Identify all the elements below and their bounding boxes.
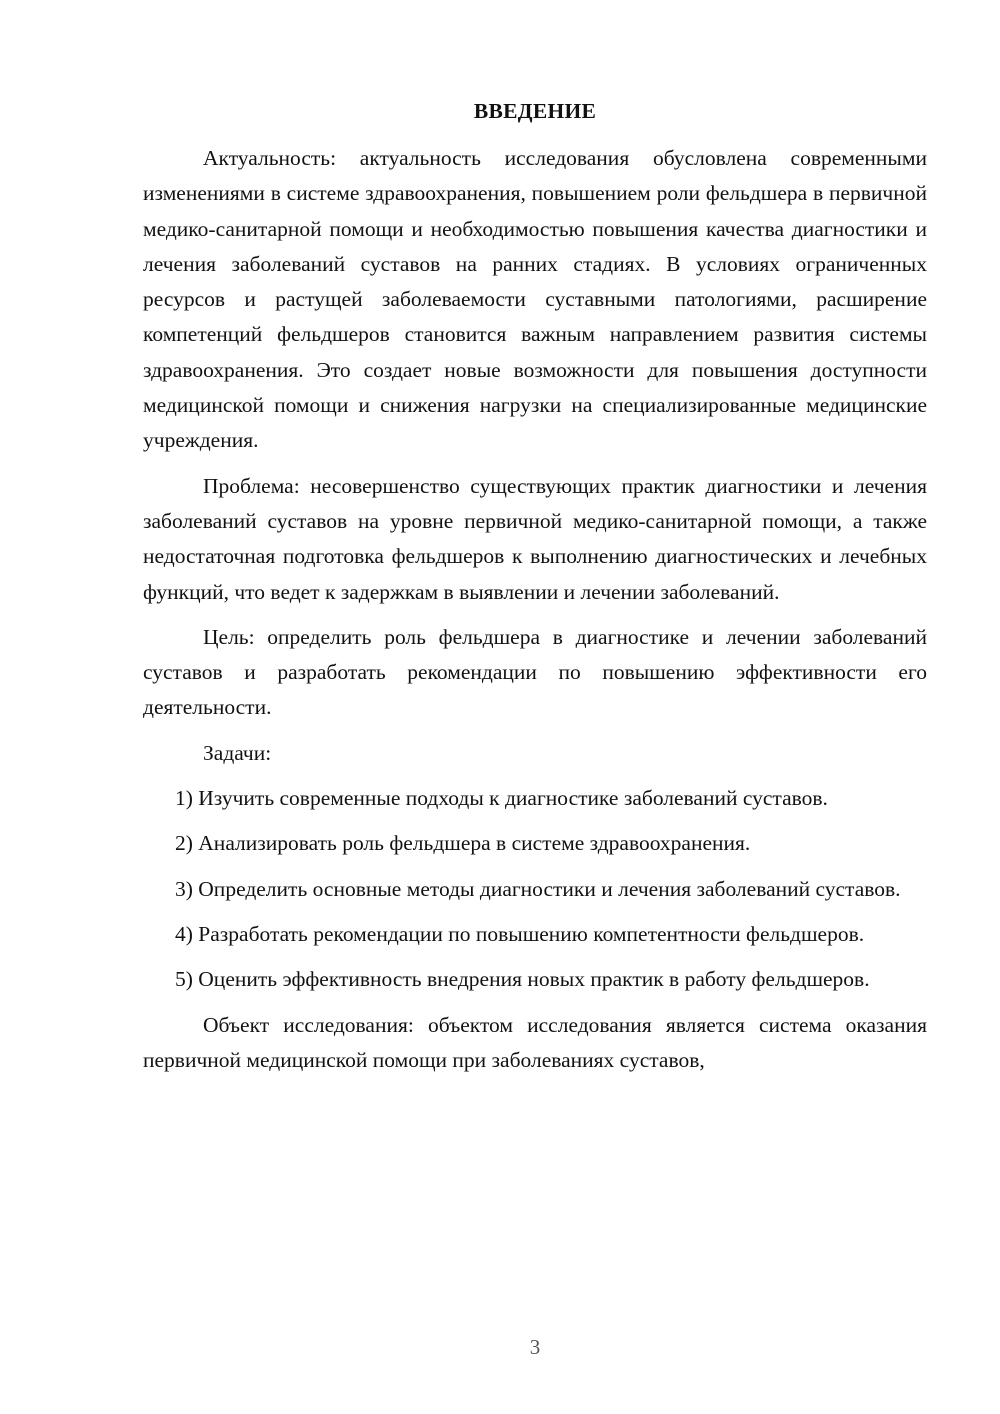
- page-title: ВВЕДЕНИЕ: [473, 99, 597, 123]
- tasks-heading: Задачи:: [203, 740, 272, 765]
- task-item-2: 2) Анализировать роль фельдшера в системе здравоохранения.: [175, 831, 751, 856]
- paragraph-relevance: Актуальность: актуальность исследования обусловлена современными изменениями в системе здравоохранения, повышением роли фельдшера в первичной медико-санитарной помощи и необходимостью повышения качества диагностики и лечения заболеваний суставов на ранних стадиях. В условиях ограниченных ресурсов и растущей заболеваемости суставными патологиями, расширение компетенций фельдшеров становится важным направлением развития системы здравоохранения. Это создает новые возможности для повышения доступности медицинской помощи и снижения нагрузки на специализированные медицинские учреждения.: [143, 146, 927, 453]
- task-item-1: 1) Изучить современные подходы к диагностике заболеваний суставов.: [175, 786, 828, 811]
- paragraph-goal: Цель: определить роль фельдшера в диагностике и лечении заболеваний суставов и разработать рекомендации по повышению эффективности его деятельности.: [143, 624, 927, 720]
- task-item-5: 5) Оценить эффективность внедрения новых практик в работу фельдшеров.: [175, 967, 870, 992]
- paragraph-problem: Проблема: несовершенство существующих практик диагностики и лечения заболеваний суставов на уровне первичной медико-санитарной помощи, а также недостаточная подготовка фельдшеров к выполнению диагностических и лечебных функций, что ведет к задержкам в выявлении и лечении заболеваний.: [143, 473, 927, 604]
- task-item-4: 4) Разработать рекомендации по повышению компетентности фельдшеров.: [175, 921, 865, 946]
- task-item-3: 3) Определить основные методы диагностики и лечения заболеваний суставов.: [175, 876, 901, 901]
- paragraph-object: Объект исследования: объектом исследования является система оказания первичной медицинской помощи при заболеваниях суставов,: [143, 1012, 927, 1072]
- page-number: 3: [529, 1335, 541, 1359]
